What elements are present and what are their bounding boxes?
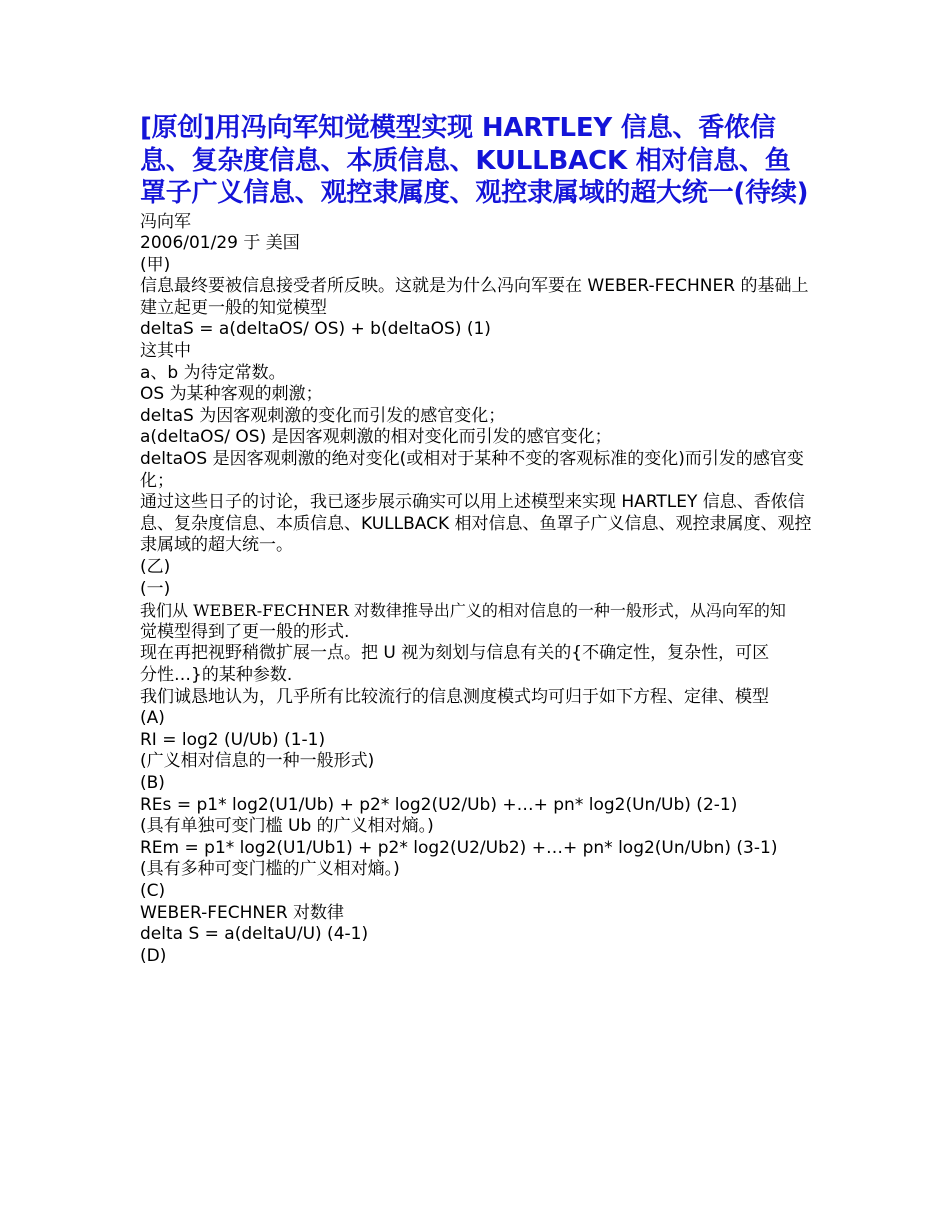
paragraph-derivation-cont: 觉模型得到了更一般的形式.	[140, 621, 350, 642]
definition-deltas: deltaS 为因客观刺激的变化而引发的感官变化；	[140, 405, 506, 426]
marker-b: (B)	[140, 772, 165, 793]
author-name: 冯向军	[140, 211, 191, 232]
subsection-marker-1: (一)	[140, 578, 171, 599]
paragraph-unification: 通过这些日子的讨论，我已逐步展示确实可以用上述模型来实现 HARTLEY 信息、香侬信息、复杂度信息、本质信息、KULLBACK 相对信息、鱼罩子广义信息、观控隶属度、观控隶属域的超大统一。	[140, 492, 812, 556]
document-page	[140, 112, 812, 967]
marker-d: (D)	[140, 945, 167, 966]
definition-os: OS 为某种客观的刺激；	[140, 384, 323, 405]
article-title: [原创]用冯向军知觉模型实现 HARTLEY 信息、香侬信息、复杂度信息、本质信息、KULLBACK 相对信息、鱼罩子广义信息、观控隶属度、观控隶属域的超大统一(待续)	[140, 113, 809, 208]
formula-2-1: REs = p1* log2(U1/Ub) + p2* log2(U2/Ub) +…+ pn* log2(Un/Ub) (2-1)	[140, 794, 738, 815]
law-title: WEBER-FECHNER 对数律	[140, 902, 345, 923]
paragraph-claim: 我们诚恳地认为，几乎所有比较流行的信息测度模式均可归于如下方程、定律、模型	[140, 686, 769, 707]
paragraph-intro: 信息最终要被信息接受者所反映。这就是为什么冯向军要在 WEBER-FECHNER 的基础上	[140, 276, 809, 297]
marker-c: (C)	[140, 880, 166, 901]
formula-1-1: RI = log2 (U/Ub) (1-1)	[140, 729, 326, 750]
paragraph-model-lead: 建立起更一般的知觉模型	[140, 297, 327, 318]
note-1-1: (广义相对信息的一种一般形式)	[140, 751, 375, 772]
paragraph-expand-view: 现在再把视野稍微扩展一点。把 U 视为刻划与信息有关的{不确定性，复杂性，可区	[140, 643, 770, 664]
definition-ab: a、b 为待定常数。	[140, 362, 286, 383]
section-marker-yi: (乙)	[140, 557, 171, 577]
note-2-1: (具有单独可变门槛 Ub 的广义相对熵。)	[140, 816, 434, 837]
formula-1: deltaS = a(deltaOS/ OS) + b(deltaOS) (1)	[140, 319, 491, 340]
formula-4-1: delta S = a(deltaU/U) (4-1)	[140, 924, 369, 945]
marker-a: (A)	[140, 708, 165, 729]
paragraph-derivation: 我们从 WEBER-FECHNER 对数律推导出广义的相对信息的一种一般形式，从冯向军的知	[140, 601, 786, 621]
note-3-1: (具有多种可变门槛的广义相对熵。)	[140, 859, 400, 880]
date-location: 2006/01/29 于 美国	[140, 233, 300, 254]
section-marker-jia: (甲)	[140, 254, 171, 275]
formula-3-1: REm = p1* log2(U1/Ub1) + p2* log2(U2/Ub2) +…+ pn* log2(Un/Ubn) (3-1)	[140, 837, 778, 858]
definition-absolute-change: deltaOS 是因客观刺激的绝对变化(或相对于某种不变的客观标准的变化)而引发的感官变化；	[140, 449, 804, 491]
definition-relative-change: a(deltaOS/ OS) 是因客观刺激的相对变化而引发的感官变化；	[140, 427, 612, 448]
paragraph-where: 这其中	[140, 341, 191, 362]
paragraph-expand-view-cont: 分性…}的某种参数.	[140, 664, 293, 685]
